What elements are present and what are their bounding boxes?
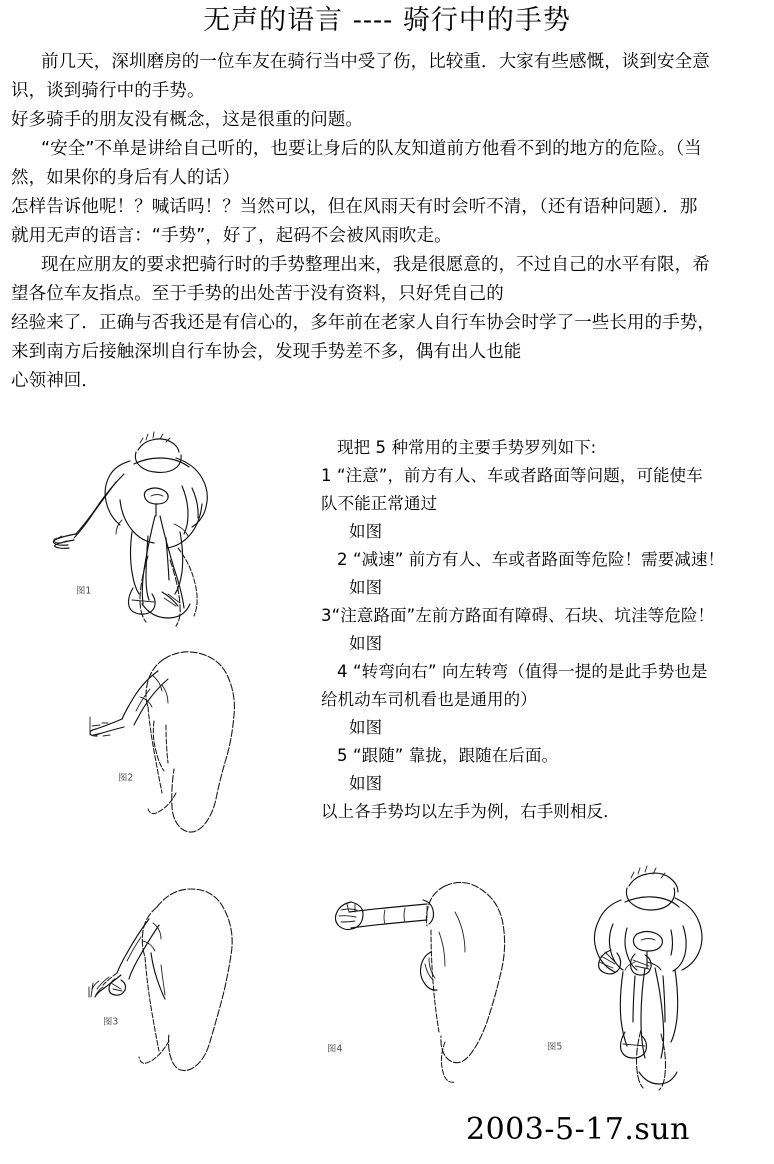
gesture-list-item-4: 4 “转弯向右” 向左转弯（值得一提的是此手势也是 bbox=[337, 662, 708, 681]
gesture-list-item-5-figref: 如图 bbox=[349, 774, 383, 793]
gesture-list-item-1: 1 “注意”，前方有人、车或者路面等问题，可能使车 bbox=[321, 466, 703, 485]
gesture-list-item-1-figref: 如图 bbox=[349, 522, 383, 541]
gesture-list-item-4-figref: 如图 bbox=[349, 718, 383, 737]
gesture-list-item-3-figref: 如图 bbox=[349, 634, 383, 653]
gesture-list-footnote: 以上各手势均以左手为例，右手则相反． bbox=[321, 802, 620, 821]
intro-line: 心领神回． bbox=[11, 371, 99, 391]
figure-caption-5: 图5 bbox=[547, 1041, 563, 1053]
intro-line: 好多骑手的朋友没有概念，这是很重的问题。 bbox=[11, 110, 363, 130]
figure-gesture-road-hazard bbox=[85, 875, 310, 1100]
intro-line: “安全”不单是讲给自己听的，也要让身后的队友知道前方他看不到的地方的危险。（当 bbox=[41, 139, 702, 159]
figure-caption-3: 图3 bbox=[103, 1016, 119, 1028]
gesture-list-item-3: 3“注意路面”左前方路面有障碍、石块、坑洼等危险！ bbox=[321, 606, 715, 625]
page-title: 无声的语言 ---- 骑行中的手势 bbox=[203, 5, 571, 36]
intro-line: 然，如果你的身后有人的话） bbox=[11, 168, 240, 188]
gesture-instruction-list bbox=[321, 434, 771, 826]
figure-caption-2: 图2 bbox=[118, 772, 134, 784]
figure-caption-1: 图1 bbox=[76, 585, 92, 597]
figure-gesture-attention bbox=[52, 428, 302, 638]
intro-line: 经验来了．正确与否我还是有信心的，多年前在老家人自行车协会时学了一些长用的手势， bbox=[11, 313, 715, 333]
intro-line: 望各位车友指点。至于手势的出处苦于没有资料，只好凭自己的 bbox=[11, 284, 504, 304]
figure-gesture-slow-down bbox=[88, 645, 308, 845]
intro-line: 现在应朋友的要求把骑行时的手势整理出来，我是很愿意的，不过自己的水平有限，希 bbox=[41, 255, 710, 275]
intro-line: 就用无声的语言：“手势”，好了，起码不会被风雨吹走。 bbox=[11, 226, 452, 246]
gesture-list-item-2-figref: 如图 bbox=[349, 578, 383, 597]
figure-caption-4: 图4 bbox=[327, 1043, 343, 1055]
gesture-list-item-2: 2 “减速” 前方有人、车或者路面等危险！需要减速！ bbox=[337, 550, 725, 569]
intro-line: 前几天，深圳磨房的一位车友在骑行当中受了伤，比较重．大家有些感慨，谈到安全意 bbox=[41, 52, 710, 72]
intro-paragraphs bbox=[11, 48, 761, 396]
gesture-list-item-4-cont: 给机动车司机看也是通用的） bbox=[321, 690, 537, 709]
figure-gesture-follow bbox=[547, 862, 770, 1097]
gesture-list-item-5: 5 “跟随” 靠拢，跟随在后面。 bbox=[337, 746, 559, 765]
gesture-list-item-1-cont: 队不能正常通过 bbox=[321, 494, 438, 513]
intro-line: 怎样告诉他呢！？喊话吗！？当然可以，但在风雨天有时会听不清，（还有语种问题）．那 bbox=[11, 197, 698, 217]
signature-date: 2003-5-17.sun bbox=[466, 1112, 690, 1147]
intro-line: 识，谈到骑行中的手势。 bbox=[11, 81, 205, 101]
gesture-list-heading: 现把 5 种常用的主要手势罗列如下: bbox=[337, 438, 597, 457]
intro-line: 来到南方后接触深圳自行车协会，发现手势差不多，偶有出人也能 bbox=[11, 342, 522, 362]
figure-gesture-turn bbox=[327, 872, 563, 1097]
